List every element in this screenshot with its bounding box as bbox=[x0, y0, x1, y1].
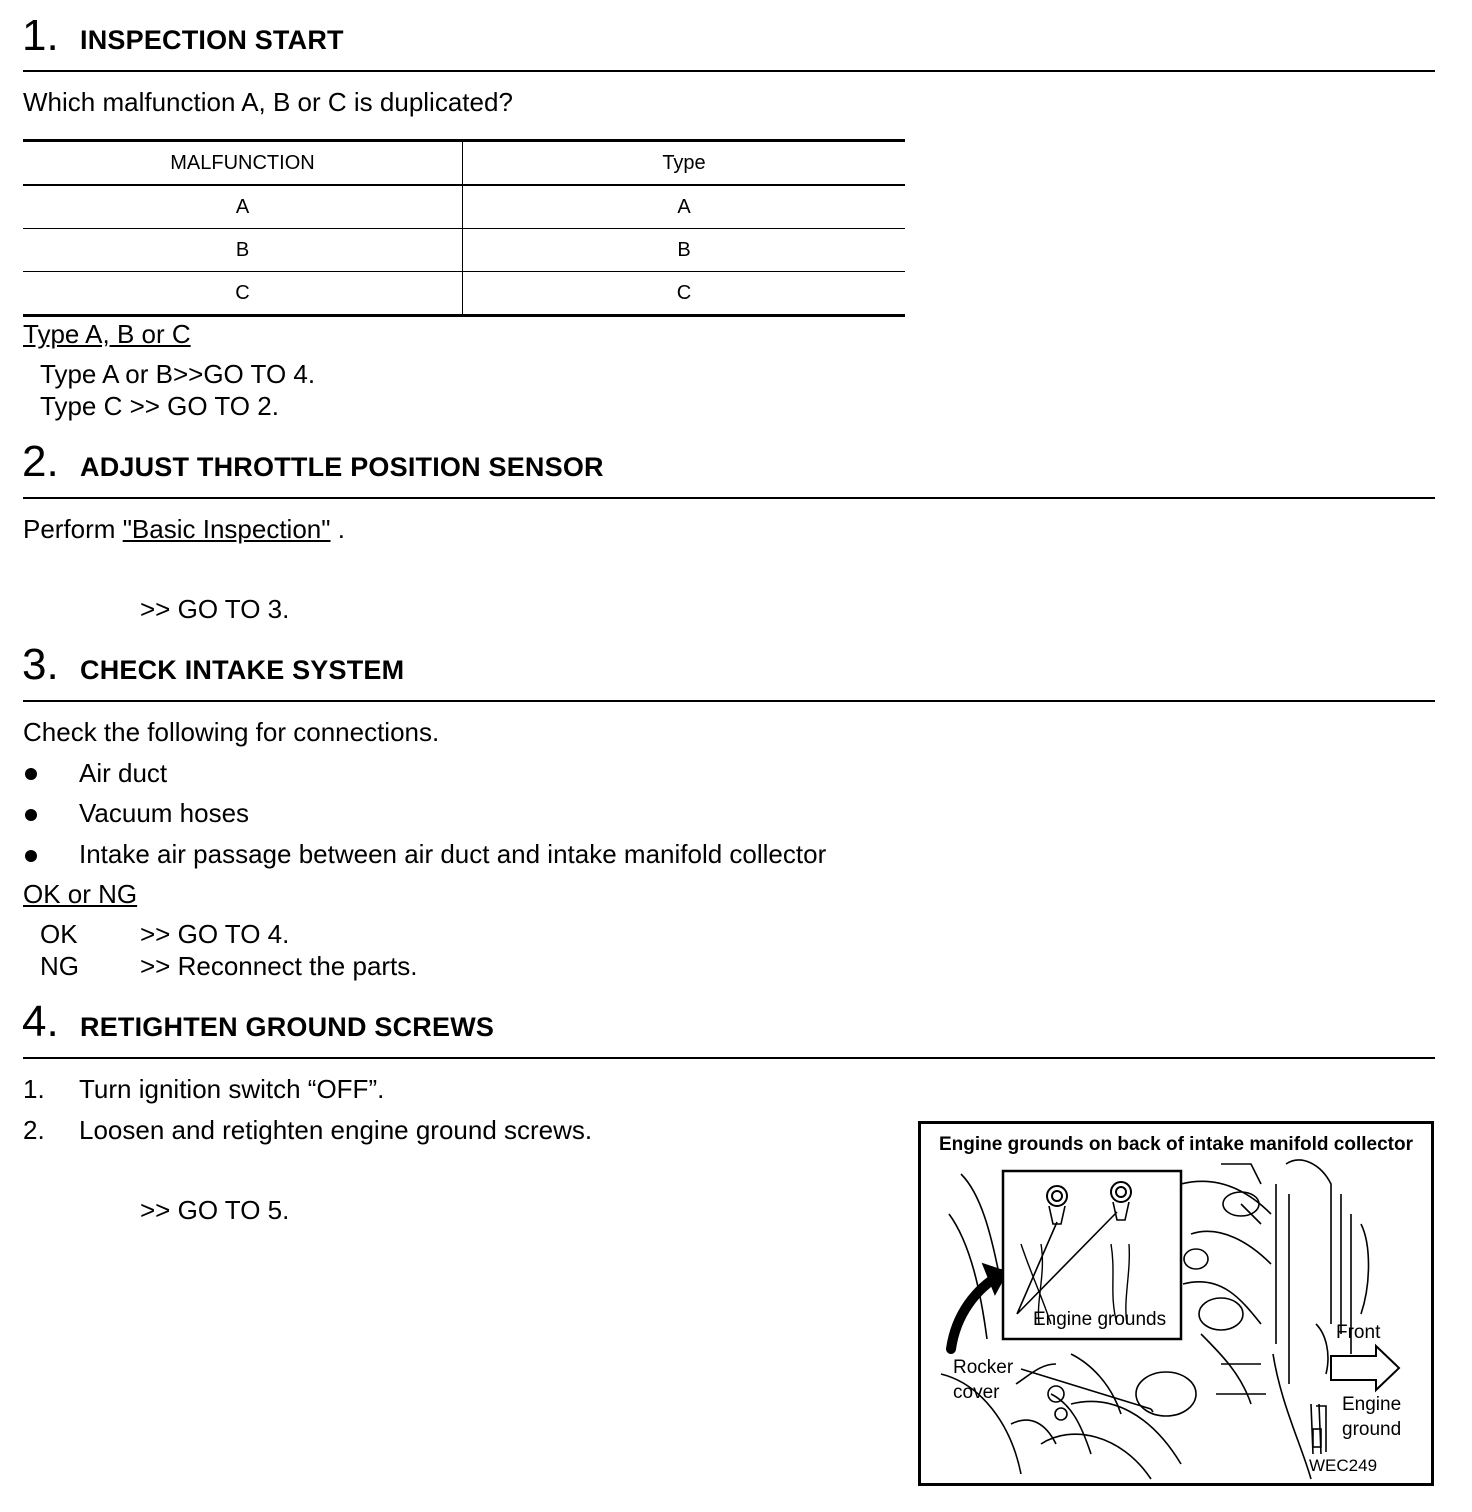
table-cell: B bbox=[463, 229, 906, 272]
step-4-goto[interactable]: >> GO TO 5. bbox=[140, 1195, 290, 1225]
list-item: Air duct bbox=[79, 758, 168, 788]
step-2-goto[interactable]: >> GO TO 3. bbox=[140, 594, 290, 624]
step-3-title: CHECK INTAKE SYSTEM bbox=[80, 655, 405, 685]
perform-prefix: Perform bbox=[23, 514, 123, 544]
step-2-number: 2. bbox=[22, 437, 59, 486]
step-3-result-heading: OK or NG bbox=[23, 879, 138, 909]
step-4-title: RETIGHTEN GROUND SCREWS bbox=[80, 1012, 495, 1042]
step-4-item-2-number: 2. bbox=[23, 1115, 45, 1145]
step-1-result-c[interactable]: Type C >> GO TO 2. bbox=[40, 391, 279, 421]
perform-suffix: . bbox=[330, 514, 345, 544]
engine-ground-figure bbox=[918, 1121, 1434, 1486]
step-3-intro: Check the following for connections. bbox=[23, 717, 440, 747]
rocker-cover-label-line-2: cover bbox=[953, 1382, 1000, 1403]
list-item: Vacuum hoses bbox=[79, 798, 250, 828]
step-1-title: INSPECTION START bbox=[80, 25, 344, 55]
rocker-cover-label-line-1: Rocker bbox=[953, 1357, 1014, 1378]
table-cell: A bbox=[23, 185, 463, 229]
result-ok-label: OK bbox=[40, 919, 78, 949]
table-header-row bbox=[23, 141, 905, 186]
table-header-type: Type bbox=[463, 141, 906, 186]
table-cell: C bbox=[23, 272, 463, 316]
bullet-icon bbox=[25, 850, 37, 862]
basic-inspection-link[interactable]: "Basic Inspection" bbox=[122, 514, 331, 544]
engine-ground-label-line-1: Engine bbox=[1342, 1394, 1402, 1415]
result-ng-label: NG bbox=[40, 951, 79, 981]
step-2-rule bbox=[23, 497, 1435, 499]
bullet-icon bbox=[25, 809, 37, 821]
step-2-title: ADJUST THROTTLE POSITION SENSOR bbox=[80, 452, 604, 482]
table-row bbox=[23, 185, 905, 229]
step-1-result-heading: Type A, B or C bbox=[23, 319, 191, 349]
step-3-rule bbox=[23, 700, 1435, 702]
result-ok-action[interactable]: >> GO TO 4. bbox=[140, 919, 290, 949]
step-4-item-1-number: 1. bbox=[23, 1074, 45, 1104]
step-1-question: Which malfunction A, B or C is duplicated? bbox=[23, 87, 513, 117]
step-3-number: 3. bbox=[22, 640, 59, 689]
figure-code: WEC249 bbox=[1309, 1456, 1378, 1475]
step-1-result-a-b[interactable]: Type A or B>>GO TO 4. bbox=[40, 359, 316, 389]
bullet-icon bbox=[25, 768, 37, 780]
list-item: Intake air passage between air duct and intake manifold collector bbox=[79, 839, 827, 869]
step-2-perform-line bbox=[23, 514, 345, 544]
engine-grounds-label: Engine grounds bbox=[1033, 1309, 1167, 1330]
table-row bbox=[23, 229, 905, 272]
front-label: Front bbox=[1336, 1322, 1381, 1343]
table-cell: C bbox=[463, 272, 906, 316]
step-4-rule bbox=[23, 1057, 1435, 1059]
engine-ground-label-line-2: ground bbox=[1342, 1419, 1402, 1440]
malfunction-table bbox=[23, 139, 905, 317]
table-cell: A bbox=[463, 185, 906, 229]
table-cell: B bbox=[23, 229, 463, 272]
step-1-rule bbox=[23, 70, 1435, 72]
figure-caption: Engine grounds on back of intake manifold collector bbox=[939, 1134, 1413, 1155]
step-4-item-1-text: Turn ignition switch “OFF”. bbox=[79, 1074, 385, 1104]
step-4-item-2-text: Loosen and retighten engine ground screws. bbox=[79, 1115, 593, 1145]
step-1-number: 1. bbox=[22, 11, 59, 60]
result-ng-action: >> Reconnect the parts. bbox=[140, 951, 418, 981]
step-4-number: 4. bbox=[22, 997, 59, 1046]
table-row bbox=[23, 272, 905, 316]
table-header-malfunction: MALFUNCTION bbox=[23, 141, 463, 186]
